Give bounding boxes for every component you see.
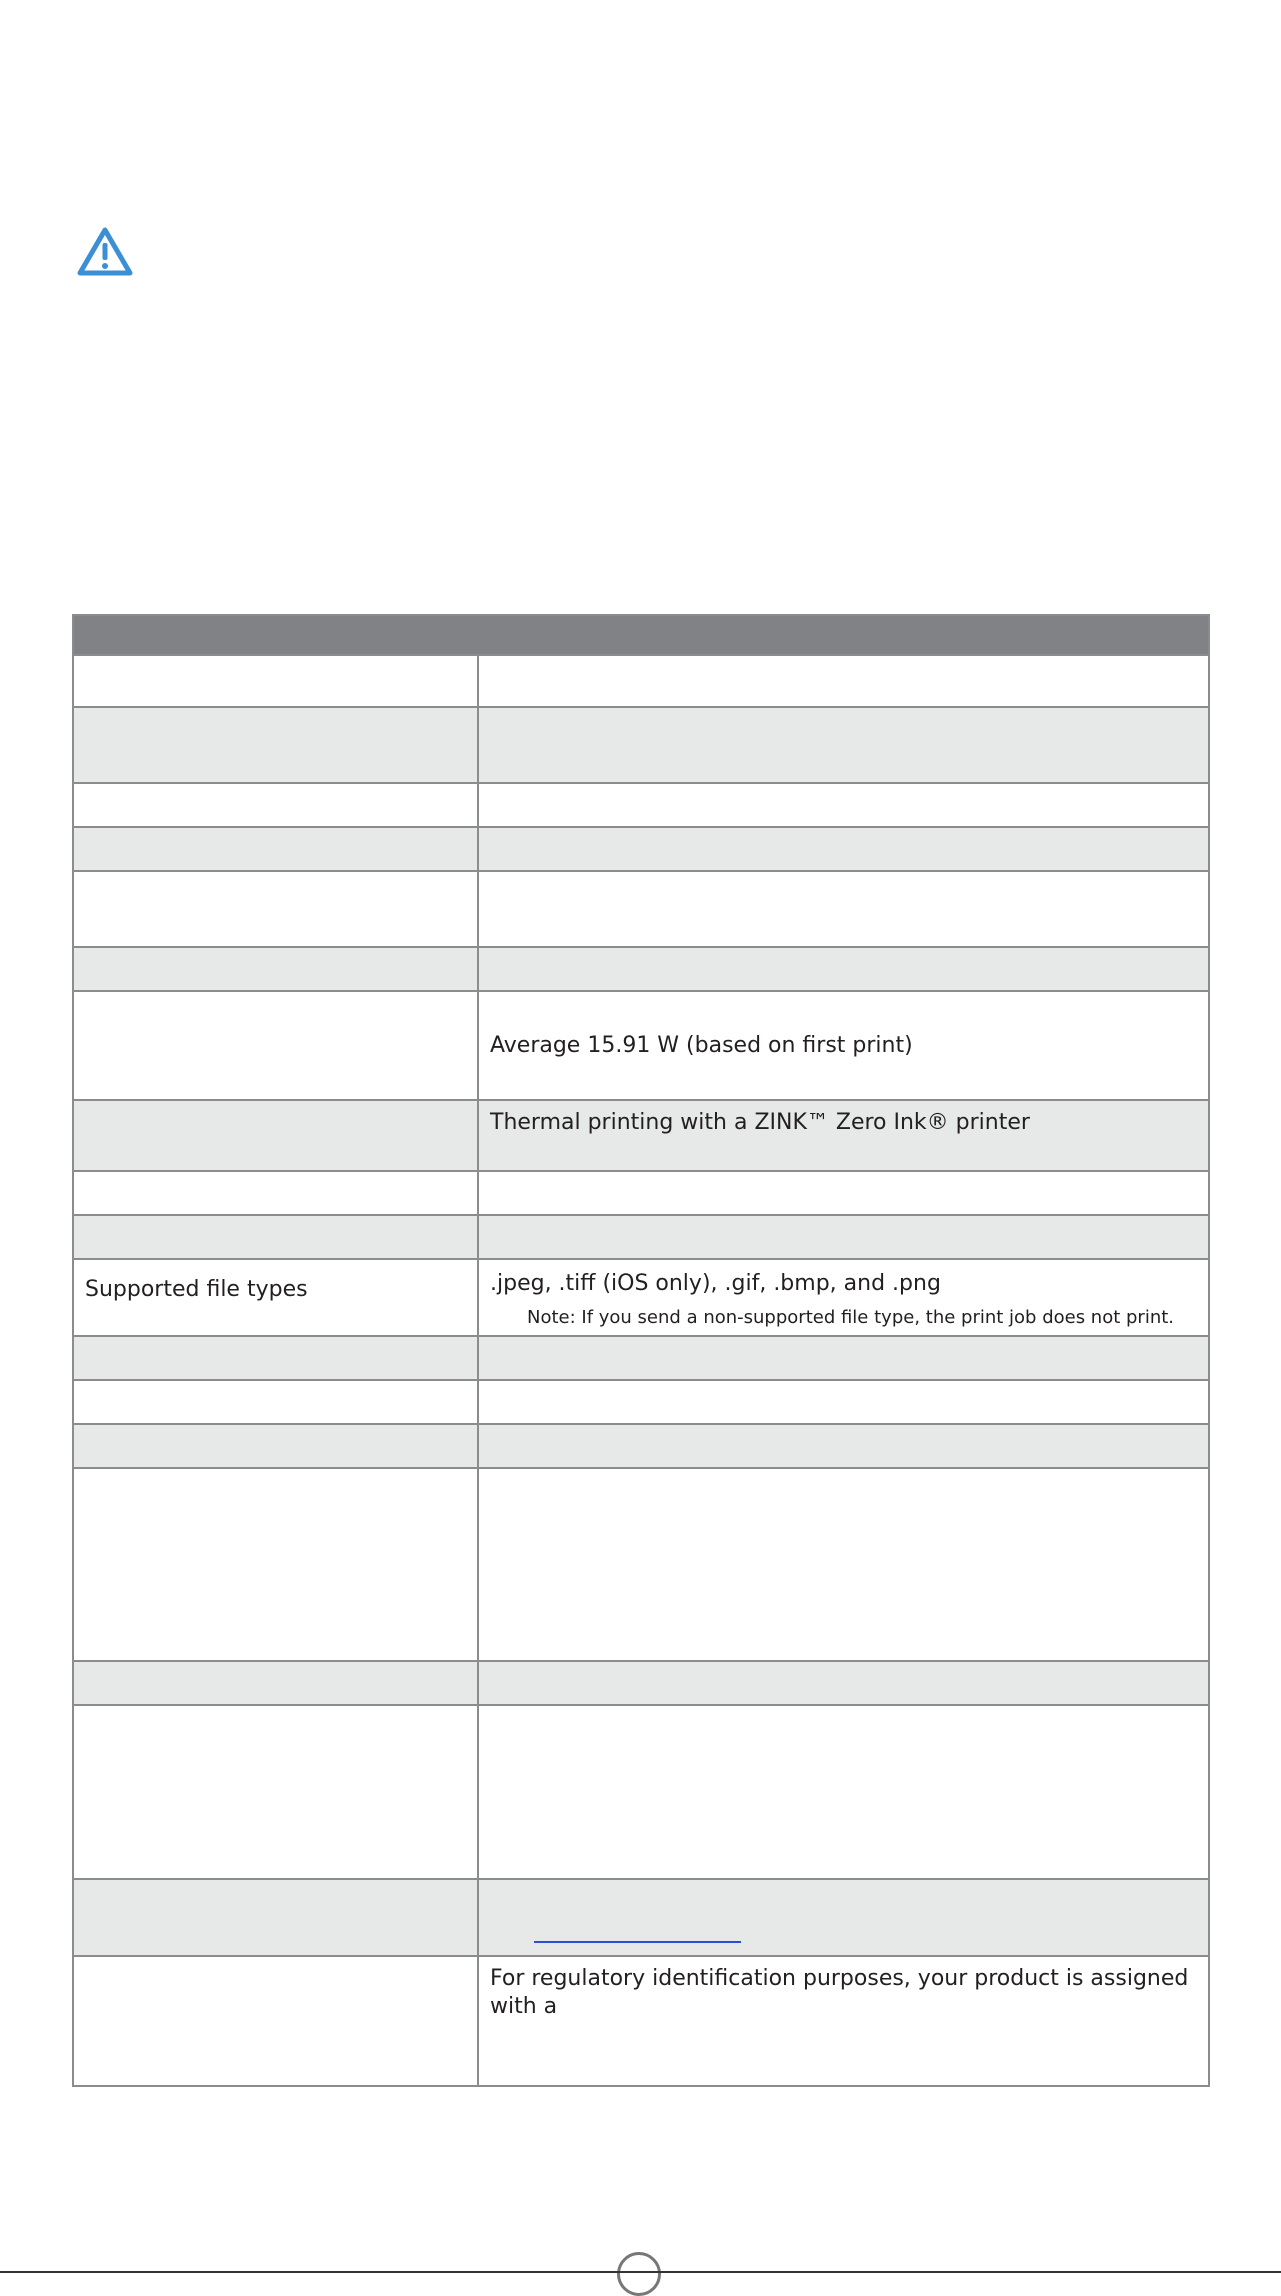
- spec-note: Note: If you send a non-supported file type, the print job does not print.: [527, 1307, 1175, 1328]
- spec-value: For regulatory identification purposes, your product is assigned with a: [478, 1956, 1209, 2086]
- table-row: [73, 1215, 1209, 1259]
- table-row: [73, 1661, 1209, 1705]
- table-row: [73, 707, 1209, 783]
- table-row: [73, 1956, 1209, 2086]
- warning-triangle-icon: [76, 226, 134, 278]
- spec-label: [73, 1424, 478, 1468]
- spec-value: Average 15.91 W (based on first print): [478, 991, 1209, 1100]
- spec-value: [478, 1468, 1209, 1661]
- spec-label: [73, 707, 478, 783]
- spec-label: [73, 1215, 478, 1259]
- spec-label: [73, 991, 478, 1100]
- spec-label: [73, 1705, 478, 1879]
- table-header-row: [73, 615, 1209, 655]
- page-number-circle: [617, 2252, 661, 2296]
- spec-value: Thermal printing with a ZINK™ Zero Ink® printer: [478, 1100, 1209, 1171]
- table-row: [73, 783, 1209, 827]
- spec-value: [478, 1879, 1209, 1956]
- table-row: [73, 1468, 1209, 1661]
- spec-label: [73, 947, 478, 991]
- spec-value: [478, 827, 1209, 871]
- table-header-bar: [73, 615, 1209, 655]
- spec-label: Supported file types: [73, 1259, 478, 1336]
- table-row: [73, 1171, 1209, 1215]
- table-row: [73, 1259, 1209, 1336]
- spec-label: [73, 655, 478, 707]
- spec-value: [478, 1705, 1209, 1879]
- spec-value: [478, 1336, 1209, 1380]
- table-row: [73, 827, 1209, 871]
- spec-value: [478, 655, 1209, 707]
- spec-label: [73, 1956, 478, 2086]
- table-row: [73, 1879, 1209, 1956]
- spec-label: [73, 1661, 478, 1705]
- spec-value: [478, 1380, 1209, 1424]
- spec-value: [478, 1424, 1209, 1468]
- table-row: [73, 1424, 1209, 1468]
- table-row: [73, 871, 1209, 947]
- spec-label: [73, 1100, 478, 1171]
- table-row: [73, 655, 1209, 707]
- spec-value: [478, 1259, 1209, 1336]
- spec-label: [73, 1336, 478, 1380]
- spec-value: [478, 783, 1209, 827]
- spec-label: [73, 827, 478, 871]
- spec-value: [478, 947, 1209, 991]
- table-row: [73, 1705, 1209, 1879]
- spec-value: [478, 1171, 1209, 1215]
- spec-label: [73, 871, 478, 947]
- table-row: [73, 947, 1209, 991]
- spec-value-text: .jpeg, .tiff (iOS only), .gif, .bmp, and .png: [490, 1271, 941, 1296]
- spec-label: [73, 1468, 478, 1661]
- spec-value: [478, 1661, 1209, 1705]
- spec-label: [73, 783, 478, 827]
- spec-label: [73, 1879, 478, 1956]
- specifications-table: [72, 614, 1210, 2087]
- table-row: [73, 1380, 1209, 1424]
- spec-value: [478, 871, 1209, 947]
- spec-value: [478, 707, 1209, 783]
- hyperlink-underline[interactable]: [534, 1941, 741, 1943]
- table-row: [73, 991, 1209, 1100]
- table-row: [73, 1100, 1209, 1171]
- table-row: [73, 1336, 1209, 1380]
- spec-label: [73, 1380, 478, 1424]
- spec-label: [73, 1171, 478, 1215]
- spec-value: [478, 1215, 1209, 1259]
